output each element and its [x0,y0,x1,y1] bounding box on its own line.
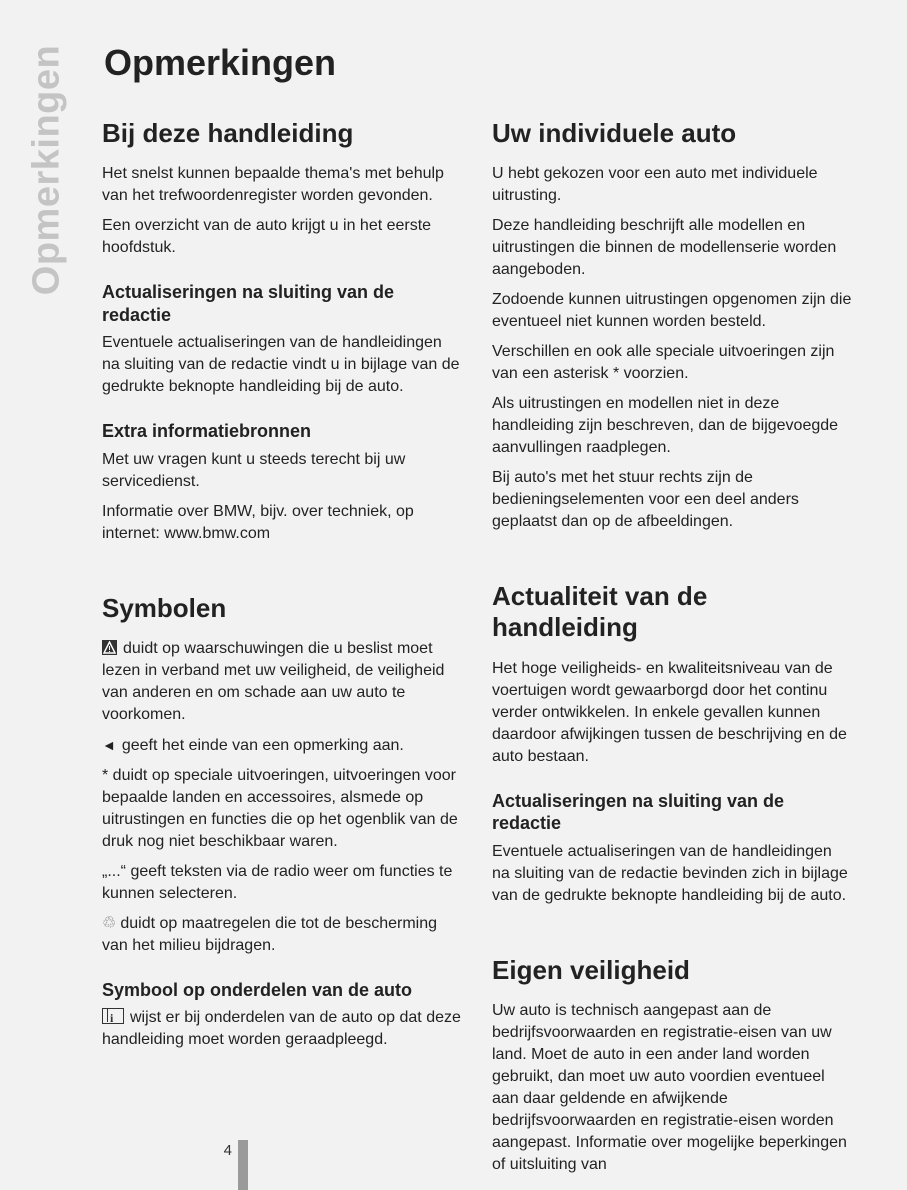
end-marker-icon: ◄ [102,736,116,753]
side-chapter-label: Opmerkingen [25,44,68,296]
environment-symbol-text: duidt op maatregelen die tot de bescherming van het milieu bijdragen. [102,914,437,954]
paragraph: Bij auto's met het stuur rechts zijn de bedieningselementen voor een deel anders geplaatst dan op de afbeeldingen. [492,469,799,531]
section-title-bij-deze-handleiding: Bij deze handleiding [102,118,354,148]
manual-book-icon [102,1008,124,1024]
paragraph-book-symbol [102,1007,464,1051]
paragraph: Uw auto is technisch aangepast aan de bedrijfsvoorwaarden en registratie-eisen van uw land. Moet de auto in een ander land worden gebruikt, dan moet uw auto voordien eventueel aan daar geldende en afwijkende bedrijfsvoorwaarden en registratie-eisen worden aangepast. Informatie over mogelijke beperkingen of uitsluiting van [492,1001,847,1173]
section-title-symbolen: Symbolen [102,592,227,623]
paragraph: Zodoende kunnen uitrustingen opgenomen zijn die eventueel niet kunnen worden besteld. [492,291,852,331]
section-title-eigen-veiligheid: Eigen veiligheid [492,954,690,985]
paragraph: Een overzicht van de auto krijgt u in het eerste hoofdstuk. [102,217,432,257]
paragraph: Het snelst kunnen bepaalde thema's met behulp van het trefwoordenregister worden gevonden. [102,165,444,205]
paragraph: Als uitrustingen en modellen niet in deze handleiding zijn beschreven, dan de bijgevoegde aanvullingen raadplegen. [492,395,839,457]
side-chapter-tab [22,40,72,300]
paragraph-quotes-symbol: „...“ geeft teksten via de radio weer om functies te kunnen selecteren. [102,862,453,902]
paragraph-warning-symbol [102,638,464,726]
paragraph: Eventuele actualiseringen van de handleidingen na sluiting van de redactie vindt u in bijlage van de gedrukte beknopte handleiding bij de auto. [102,334,460,396]
subsection-title-actualiseringen: Actualiseringen na sluiting van de redactie [102,282,395,325]
paragraph: Eventuele actualiseringen van de handleidingen na sluiting van de redactie bevinden zich in bijlage van de gedrukte beknopte handleiding bij de auto. [492,842,848,904]
paragraph: Het hoge veiligheids- en kwaliteitsniveau van de voertuigen wordt gewaarborgd door het continu verder ontwikkelen. In enkele gevallen kunnen daardoor afwijkingen tussen de beschrijving en de auto bestaan. [492,659,847,765]
section-title-actualiteit: Actualiteit van de handleiding [492,581,708,643]
paragraph-end-symbol [102,734,464,757]
book-symbol-text: wijst er bij onderdelen van de auto op dat deze handleiding moet worden geraadpleegd. [102,1009,461,1049]
page-marker-bar [238,1140,248,1190]
paragraph: Deze handleiding beschrijft alle modellen en uitrustingen die binnen de modellenserie worden aangeboden. [492,217,837,279]
end-symbol-text: geeft het einde van een opmerking aan. [121,736,404,754]
subsection-title-extra-informatiebronnen: Extra informatiebronnen [102,421,312,442]
subsection-title-symbool-op-onderdelen: Symbool op onderdelen van de auto [102,979,413,1000]
paragraph: Met uw vragen kunt u steeds terecht bij uw servicedienst. [102,450,406,490]
paragraph-environment-symbol [102,913,464,957]
paragraph: Verschillen en ook alle speciale uitvoeringen zijn van een asterisk * voorzien. [492,343,835,383]
subsection-title-actualiseringen-right: Actualiseringen na sluiting van de redactie [492,790,785,834]
paragraph-asterisk-symbol: * duidt op speciale uitvoeringen, uitvoeringen voor bepaalde landen en accessoires, alsmede op uitrustingen en functies die op het ogenblik van de druk nog niet beschikbaar waren. [102,766,458,850]
paragraph: Informatie over BMW, bijv. over techniek, op internet: www.bmw.com [102,502,414,542]
environment-icon: ♲ [102,914,117,932]
page-title: Opmerkingen [104,42,337,83]
page-number: 4 [223,1142,232,1159]
warning-triangle-icon [102,640,117,655]
warning-symbol-text: duidt op waarschuwingen die u beslist moet lezen in verband met uw veiligheid, de veiligheid van anderen en om schade aan uw auto te voorkomen. [102,639,445,723]
left-column [102,118,464,1059]
paragraph: U hebt gekozen voor een auto met individuele uitrusting. [492,165,818,205]
section-title-uw-individuele-auto: Uw individuele auto [492,118,737,148]
right-column [492,118,854,1184]
